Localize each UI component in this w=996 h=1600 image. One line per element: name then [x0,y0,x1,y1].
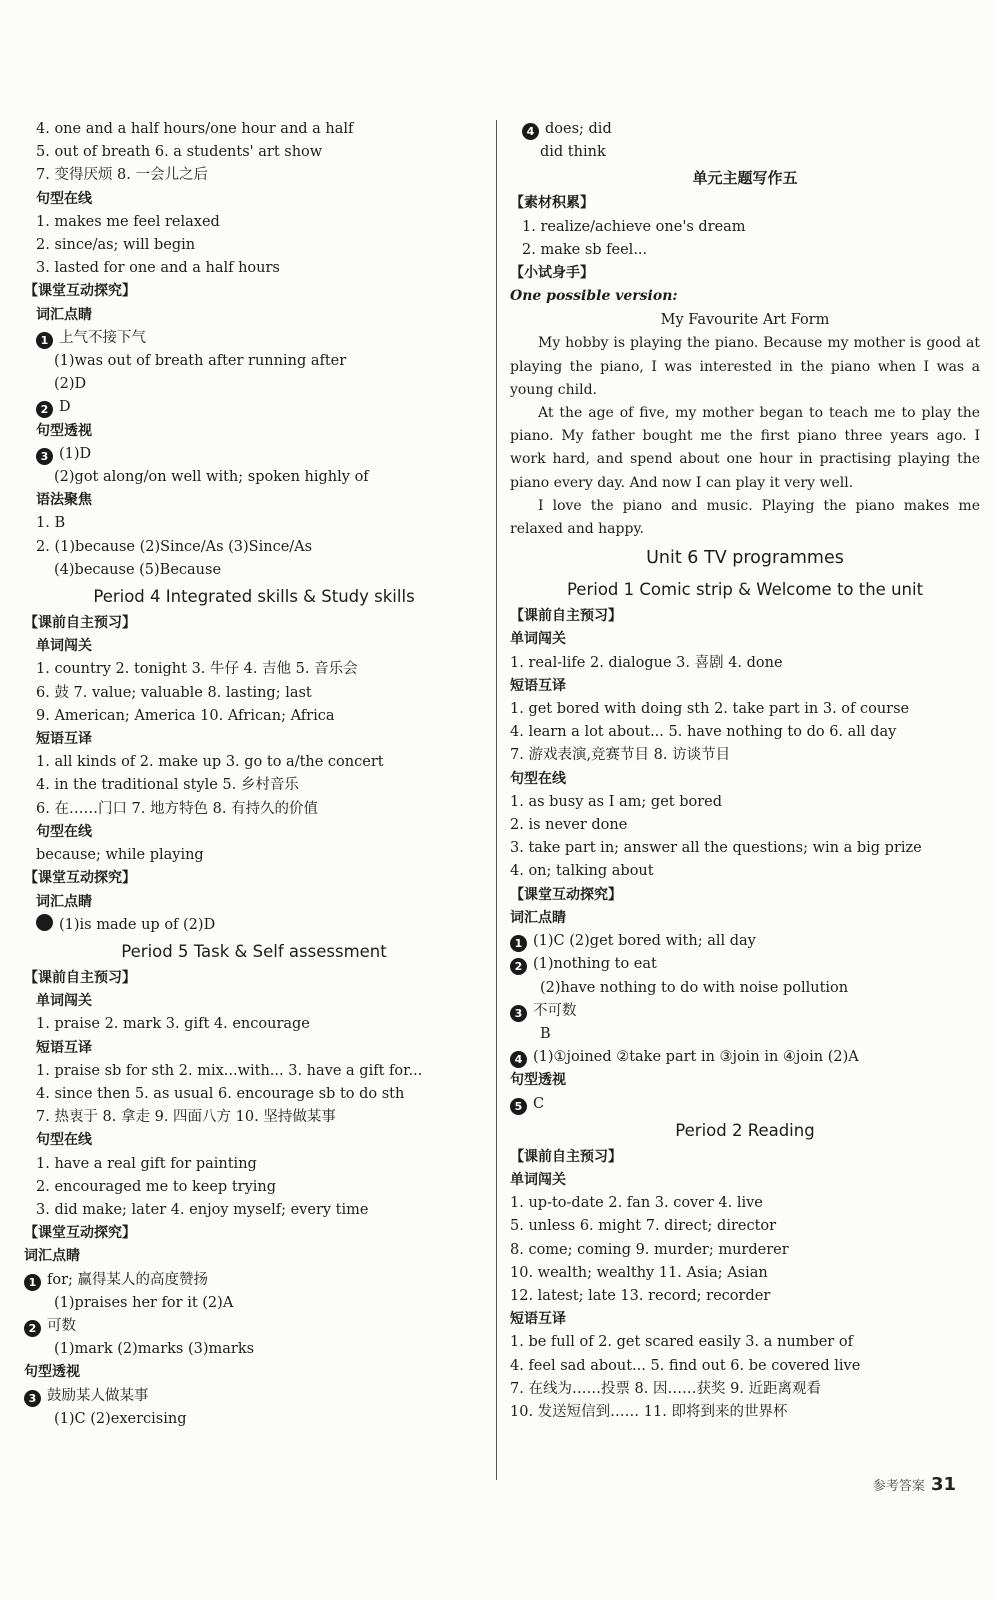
answer-line: 2. (1)because (2)Since/As (3)Since/As [36,538,313,555]
section-heading: 【素材积累】 [510,195,594,212]
column-divider [496,120,497,1480]
period-title: Period 5 Task & Self assessment [121,941,387,961]
number-badge: 5 [510,1098,527,1115]
answer-line: 4. on; talking about [510,863,654,880]
answer-line [24,914,484,937]
answer-line [24,327,484,350]
answer-line: 3. take part in; answer all the questions; win a big prize [510,840,922,857]
answer-line: 1. realize/achieve one's dream [522,218,746,235]
section-heading: 【课堂互动探究】 [510,886,622,903]
answer-line: 1. makes me feel relaxed [36,213,220,230]
answer-line: 2. make sb feel... [522,241,648,258]
number-badge: 2 [24,1320,41,1337]
section-heading: 词汇点睛 [510,909,566,926]
section-heading: 【课前自主预习】 [510,1148,622,1165]
answer-text: D [59,399,71,416]
answer-line: 7. 热衷于 8. 拿走 9. 四面八方 10. 坚持做某事 [36,1109,336,1126]
answer-text: 鼓励某人做某事 [47,1387,149,1404]
section-heading: 词汇点睛 [36,893,92,910]
answer-line: 6. 在……门口 7. 地方特色 8. 有持久的价值 [36,800,319,817]
unit-title: Unit 6 TV programmes [646,548,844,569]
answer-line: because; while playing [36,847,204,864]
answer-line [510,930,980,953]
section-heading: 单词闯关 [36,638,92,655]
answer-line: 10. wealth; wealthy 11. Asia; Asian [510,1264,768,1281]
section-heading: 句型透视 [36,422,92,439]
answer-line: 6. 鼓 7. value; valuable 8. lasting; last [36,684,312,701]
number-badge: 4 [522,123,539,140]
number-badge: 4 [510,1051,527,1068]
section-heading: 单词闯关 [510,1171,566,1188]
section-heading: 单词闯关 [510,631,566,648]
number-badge: 2 [510,958,527,975]
section-heading: 【课堂互动探究】 [24,283,136,300]
left-column [24,118,484,1431]
answer-line: 2. is never done [510,817,628,834]
answer-line: B [540,1025,551,1042]
section-heading: 句型在线 [36,190,92,207]
answer-line: did think [540,144,606,161]
answer-text: 上气不接下气 [59,329,146,346]
number-badge: 3 [24,1390,41,1407]
page-number: 31 [930,1474,956,1495]
section-heading: 短语互译 [510,1311,566,1328]
answer-line: 7. 变得厌烦 8. 一会儿之后 [36,167,208,184]
answer-text: does; did [545,121,612,137]
answer-line: 9. American; America 10. African; Africa [36,707,335,724]
answer-line: 7. 在线为……投票 8. 因……获奖 9. 近距离观看 [510,1380,822,1397]
number-badge: 3 [36,448,53,465]
answer-text: (1)C (2)get bored with; all day [533,933,756,950]
section-heading: 短语互译 [36,731,92,748]
answer-line: 4. one and a half hours/one hour and a half [36,121,354,137]
answer-text: (1)D [59,445,92,462]
section-heading: 单词闯关 [36,993,92,1010]
section-heading: 短语互译 [36,1039,92,1056]
section-heading: 【课前自主预习】 [24,969,136,986]
page-footer [873,1474,956,1495]
section-heading: 【课前自主预习】 [24,615,136,632]
answer-line [24,1385,484,1408]
answer-line: 1. get bored with doing sth 2. take part in 3. of course [510,701,910,718]
answer-line: 1. praise sb for sth 2. mix...with... 3. have a gift for... [36,1062,423,1079]
section-heading: 句型在线 [510,770,566,787]
number-badge: 1 [36,332,53,349]
answer-line: 3. lasted for one and a half hours [36,260,280,277]
period-title: Period 2 Reading [675,1120,815,1140]
number-badge: 1 [24,1274,41,1291]
answer-line: 3. did make; later 4. enjoy myself; every time [36,1201,369,1218]
footer-label: 参考答案 [872,1479,925,1494]
answer-line [24,1315,484,1338]
answer-line [510,1046,980,1069]
answer-line: 5. out of breath 6. a students' art show [36,144,323,161]
section-heading: 语法聚焦 [36,492,92,509]
section-heading: 【课堂互动探究】 [24,1225,136,1242]
answer-line: 1. as busy as I am; get bored [510,793,723,810]
answer-line: (4)because (5)Because [54,561,222,578]
answer-line: 4. since then 5. as usual 6. encourage sb to do sth [36,1085,405,1102]
possible-version-label: One possible version: [510,288,678,305]
section-heading: 词汇点睛 [24,1248,80,1265]
essay-paragraph: My hobby is playing the piano. Because my mother is good at playing the piano, I was interested in the piano when I was a young child. [510,335,980,398]
answer-line: (2)got along/on well with; spoken highly of [54,469,369,486]
section-heading: 短语互译 [510,677,566,694]
answer-line: (2)D [54,376,87,393]
answer-text: for; 赢得某人的高度赞扬 [47,1271,209,1288]
number-badge: 2 [36,401,53,418]
essay-title: My Favourite Art Form [660,312,830,329]
answer-line: 1. have a real gift for painting [36,1155,257,1172]
number-badge: 1 [510,935,527,952]
answer-text: (1)is made up of (2)D [59,916,216,933]
essay-paragraph: I love the piano and music. Playing the piano makes me relaxed and happy. [510,497,980,538]
section-heading: 【课堂互动探究】 [24,870,136,887]
answer-line: 5. unless 6. might 7. direct; director [510,1218,777,1235]
section-heading: 句型在线 [36,823,92,840]
answer-line [510,1093,980,1116]
answer-line: 12. latest; late 13. record; recorder [510,1287,771,1304]
answer-text: (1)nothing to eat [533,956,657,973]
answer-line [510,953,980,976]
answer-line: 4. in the traditional style 5. 乡村音乐 [36,777,299,794]
answer-line: 10. 发送短信到…… 11. 即将到来的世界杯 [510,1403,788,1420]
answer-line: (1)C (2)exercising [54,1410,187,1427]
answer-text: C [533,1095,545,1112]
section-heading: 【小试身手】 [510,265,594,282]
answer-line: (1)was out of breath after running after [54,353,347,370]
writing-title: 单元主题写作五 [692,169,798,188]
answer-line: 1. up-to-date 2. fan 3. cover 4. live [510,1195,763,1212]
answer-line: 2. since/as; will begin [36,237,196,254]
answer-line [24,1269,484,1292]
number-badge: 3 [510,1005,527,1022]
answer-line: 1. real-life 2. dialogue 3. 喜剧 4. done [510,654,783,671]
section-heading: 词汇点睛 [36,306,92,323]
period-title: Period 1 Comic strip & Welcome to the unit [566,580,924,600]
answer-line: (2)have nothing to do with noise pollution [540,979,849,996]
answer-line: 1. praise 2. mark 3. gift 4. encourage [36,1016,310,1033]
answer-line: 4. learn a lot about... 5. have nothing to do 6. all day [510,724,897,741]
answer-line: 1. be full of 2. get scared easily 3. a number of [510,1334,853,1351]
answer-line [24,443,484,466]
answer-line: 1. all kinds of 2. make up 3. go to a/the concert [36,754,384,771]
section-heading: 句型在线 [36,1132,92,1149]
answer-text: 可数 [47,1317,76,1334]
answer-line [510,1000,980,1023]
section-heading: 【课前自主预习】 [510,608,622,625]
answer-text: 不可数 [533,1002,577,1019]
answer-line: 2. encouraged me to keep trying [36,1178,277,1195]
answer-line: 1. B [36,515,66,532]
answer-text: (1)①joined ②take part in ③join in ④join (2)A [533,1049,859,1066]
answer-line: (1)praises her for it (2)A [54,1294,234,1311]
right-column [510,118,980,1424]
answer-line [510,118,980,141]
answer-line: 7. 游戏表演,竞赛节目 8. 访谈节目 [510,747,731,764]
essay-paragraph: At the age of five, my mother began to teach me to play the piano. My father bought me the first piano three years ago. I work hard, and spend about one hour in practising playing the piano every day. And now I can play it very well. [510,405,980,491]
answer-line: 8. come; coming 9. murder; murderer [510,1241,789,1258]
number-badge [36,914,53,931]
section-heading: 句型透视 [510,1072,566,1089]
section-heading: 句型透视 [24,1364,80,1381]
answer-line [24,396,484,419]
answer-line: (1)mark (2)marks (3)marks [54,1341,255,1358]
period-title: Period 4 Integrated skills & Study skills [93,587,415,607]
answer-line: 1. country 2. tonight 3. 牛仔 4. 吉他 5. 音乐会 [36,661,358,678]
answer-line: 4. feel sad about... 5. find out 6. be covered live [510,1357,861,1374]
